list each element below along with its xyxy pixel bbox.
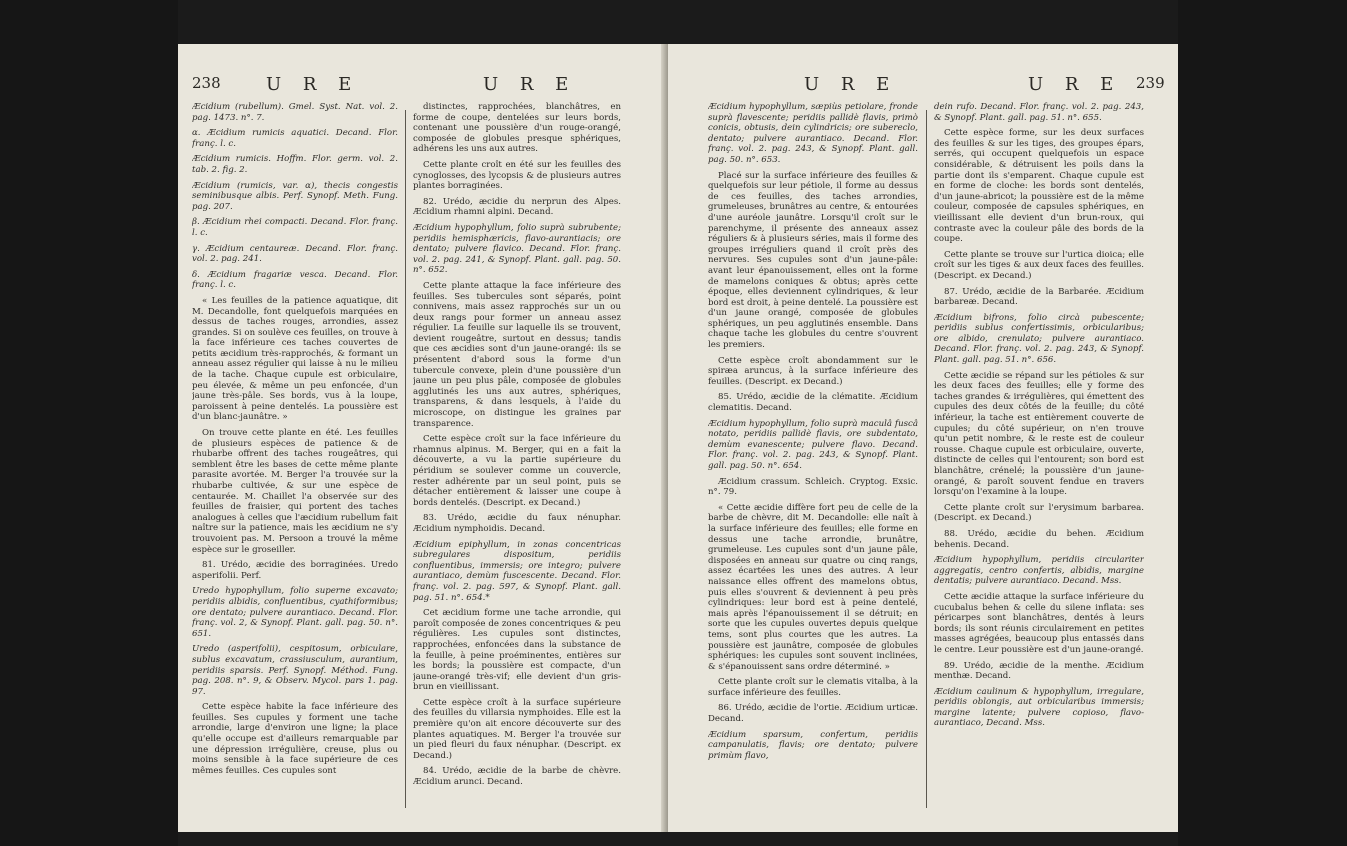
- text-column-1: [708, 102, 918, 814]
- left-page: [178, 44, 667, 832]
- paragraph: Cette espèce habite la face inférieure des feuilles. Ses cupules y forment une tache arrondie, large d'environ une ligne; la place qu'elle occupe est d'ailleurs remarquable par une dépression irrégulière, creuse, plus ou moins sensible à la face supérieure de ces mêmes feuilles. Ces cupules sont: [192, 702, 398, 776]
- paragraph: Æcidium epiphyllum, in zonas concentricas subregulares dispositum, peridiis confluentibus, immersis; ore integro; pulvere aurantiaco, demùm fuscescente. Decand. Flor. franç. vol. 2. pag. 597, & Synopf. Plant. gall. pag. 51. n°. 654.*: [413, 539, 621, 603]
- paragraph: 81. Urédo, æcidie des borraginées. Uredo asperifolii. Perf.: [192, 560, 398, 581]
- page-number-right: 239: [1136, 74, 1165, 92]
- paragraph: Cet æcidium forme une tache arrondie, qui paroît composée de zones concentriques & peu régulières. Les cupules sont distinctes, rapprochées, enfoncées dans la substance de la feuille, à peine proéminentes, entières sur les bords; la poussière est compacte, d'un jaune-orangé très-vif; elle devient d'un gris-brun en vieillissant.: [413, 608, 621, 693]
- paragraph: « Les feuilles de la patience aquatique, dit M. Decandolle, font quelquefois marquées en dessus de taches rouges, arrondies, assez grandes. Si on soulève ces feuilles, on trouve à la face inférieure ces taches couvertes de petits æcidium très-rapprochés, & formant un anneau assez régulier qui laisse à nu le milieu de la tache. Chaque cupule est orbiculaire, peu élevée, & même un peu enfoncée, d'un jaune très-pâle. Ses bords, vus à la loupe, paroissent à peine dentelés. La poussière est d'un blanc-jaunâtre. »: [192, 295, 398, 423]
- paragraph: Æcidium rumicis. Hoffm. Flor. germ. vol. 2. tab. 2. fig. 2.: [192, 154, 398, 175]
- paragraph: Uredo (asperifolii), cespitosum, orbiculare, sublus excavatum, crassiusculum, aurantium, peridiis sparsis. Perf. Synopf. Méthod. Fung. pag. 208. n°. 9, & Observ. Mycol. pars 1. pag. 97.: [192, 644, 398, 697]
- running-head: U R E: [483, 74, 577, 95]
- paragraph: Æcidium hypophyllum, sæpiùs petiolare, fronde suprà flavescente; peridiis pallidè flavis, primò conicis, obtusis, dein cylindricis; ore subereclo, dentato; pulvere aurantiaco. Decand. Flor. franç. vol. 2. pag. 243, & Synopf. Plant. gall. pag. 50. n°. 653.: [708, 102, 918, 165]
- paragraph: 88. Urédo, æcidie du behen. Æcidium behenis. Decand.: [934, 528, 1144, 550]
- text-column-1: [192, 102, 398, 814]
- paragraph: Æcidium crassum. Schleich. Cryptog. Exsic. n°. 79.: [708, 476, 918, 498]
- background-left: [0, 0, 178, 846]
- paragraph: Cette espèce forme, sur les deux surfaces des feuilles & sur les tiges, des groupes épars, serrés, qui occupent quelquefois un espace considérable, & détruisent les poils dans la partie dont ils s'emparent. Chaque cupule est en forme de cloche: les bords sont dentelés, d'un jaune-abricot; la poussière est de la même couleur, composée de capsules sphériques, en vieillissant elle devient d'un brun-roux, qui contraste avec la couleur pâle des bords de la coupe.: [934, 128, 1144, 245]
- paragraph: 84. Urédo, æcidie de la barbe de chèvre. Æcidium arunci. Decand.: [413, 766, 621, 788]
- running-head: U R E: [804, 74, 898, 95]
- book-spread: [178, 44, 1178, 832]
- paragraph: On trouve cette plante en été. Les feuilles de plusieurs espèces de patience & de rhubarbe offrent des taches rougeâtres, qui semblent être les bases de cette même plante parasite avortée. M. Berger l'a trouvée sur la rhubarbe cultivée, & sur une espèce de centaurée. M. Chaillet l'a observée sur des feuilles de fraisier, qui portent des taches analogues à celles que l'æcidium rubellum fait naître sur la patience, mais les æcidium ne s'y trouvoient pas. M. Persoon a trouvé la même espèce sur le groseiller.: [192, 428, 398, 555]
- paragraph: Æcidium (rubellum). Gmel. Syst. Nat. vol. 2. pag. 1473. n°. 7.: [192, 102, 398, 123]
- paragraph: Cette æcidie attaque la surface inférieure du cucubalus behen & celle du silene inflata: ses péricarpes sont blanchâtres, dentés à leurs bords; ils sont réunis circulairement en petites masses agrégées, beaucoup plus entassés dans le centre. Leur poussière est d'un jaune-orangé.: [934, 591, 1144, 655]
- paragraph: 89. Urédo, æcidie de la menthe. Æcidium menthæ. Decand.: [934, 660, 1144, 682]
- running-head: U R E: [1028, 74, 1122, 95]
- text-column-2: [934, 102, 1144, 814]
- paragraph: Cette plante croît sur l'erysimum barbarea. (Descript. ex Decand.): [934, 502, 1144, 524]
- paragraph: Æcidium sparsum, confertum, peridiis campanulatis, flavis; ore dentato; pulvere primùm flavo,: [708, 729, 918, 761]
- paragraph: Æcidium caulinum & hypophyllum, irregulare, peridiis oblongis, aut orbicularibus immersis; margine latente; pulvere copioso, flavo-aurantiaco, Decand. Mss.: [934, 686, 1144, 729]
- paragraph: α. Æcidium rumicis aquatici. Decand. Flor. franç. l. c.: [192, 128, 398, 149]
- paragraph: 86. Urédo, æcidie de l'ortie. Æcidium urticæ. Decand.: [708, 703, 918, 725]
- paragraph: 87. Urédo, æcidie de la Barbarée. Æcidium barbareæ. Decand.: [934, 286, 1144, 308]
- paragraph: Æcidium hypophyllum, peridiis circulariter aggregatis, centro confertis, albidis, margine dentatis; pulvere aurantiaco. Decand. Mss.: [934, 555, 1144, 587]
- paragraph: Æcidium (rumicis, var. α), thecis congestis seminibusque albis. Perf. Synopf. Meth. Fung. pag. 207.: [192, 180, 398, 212]
- paragraph: Æcidium hypophyllum, folio suprà maculâ fuscâ notato, peridiis pallidè flavis, ore subdentato, demùm evanescente; pulvere flavo. Decand. Flor. franç. vol. 2. pag. 243, & Synopf. Plant. gall. pag. 50. n°. 654.: [708, 418, 918, 471]
- paragraph: Cette plante se trouve sur l'urtica dioica; elle croît sur les tiges & aux deux faces des feuilles. (Descript. ex Decand.): [934, 249, 1144, 281]
- paragraph: Cette æcidie se répand sur les pétioles & sur les deux faces des feuilles; elle y forme des taches grandes & irrégulières, qui émettent des cupules des deux côtés de la feuille; du côté inférieur, la tache est entièrement couverte de cupules; du côté supérieur, on n'en trouve qu'un petit nombre, & le reste est de couleur rousse. Chaque cupule est orbiculaire, ouverte, distincte de celles qui l'entourent; son bord est blanchâtre, crénelé; la poussière d'un jaune-orangé, & paroît souvent fendue en travers lorsqu'on l'examine à la loupe.: [934, 370, 1144, 498]
- paragraph: δ. Æcidium fragariæ vesca. Decand. Flor. franç. l. c.: [192, 269, 398, 291]
- paragraph: dein rufo. Decand. Flor. franç. vol. 2. pag. 243, & Synopf. Plant. gall. pag. 51. n°. 655.: [934, 102, 1144, 123]
- paragraph: Cette plante croît sur le clematis vitalba, à la surface inférieure des feuilles.: [708, 677, 918, 698]
- right-page: [668, 44, 1178, 832]
- paragraph: β. Æcidium rhei compacti. Decand. Flor. franç. l. c.: [192, 217, 398, 238]
- paragraph: γ. Æcidium centaureæ. Decand. Flor. franç. vol. 2. pag. 241.: [192, 243, 398, 265]
- text-column-2: [413, 102, 621, 814]
- background-right: [1178, 0, 1347, 846]
- paragraph: Cette plante croît en été sur les feuilles des cynoglosses, des lycopsis & de plusieurs autres plantes borraginées.: [413, 159, 621, 192]
- paragraph: 82. Urédo, æcidie du nerprun des Alpes. Æcidium rhamni alpini. Decand.: [413, 196, 621, 218]
- paragraph: distinctes, rapprochées, blanchâtres, en forme de coupe, dentelées sur leurs bords, contenant une poussière d'un rouge-orangé, composée de globules presque sphériques, adhérens les uns aux autres.: [413, 102, 621, 155]
- page-number-left: 238: [192, 74, 221, 92]
- paragraph: Cette plante attaque la face inférieure des feuilles. Ses tubercules sont séparés, point connivens, mais assez rapprochés sur un ou deux rangs pour former un anneau assez régulier. La feuille sur laquelle ils se trouvent, devient rougeâtre, surtout en dessus; tandis que ces æcidies sont d'un jaune-orangé: ils se présentent d'abord sous la forme d'un tubercule convexe, plein d'une poussière d'un jaune un peu plus pâle, composée de globules agglutinés les uns aux autres, sphériques, transparens, & dans lesquels, à l'aide du microscope, on distingue les graines par transparence.: [413, 280, 621, 429]
- column-rule: [926, 110, 927, 808]
- paragraph: 85. Urédo, æcidie de la clématite. Æcidium clematitis. Decand.: [708, 392, 918, 414]
- running-head: U R E: [266, 74, 360, 95]
- paragraph: Placé sur la surface inférieure des feuilles & quelquefois sur leur pétiole, il forme au dessus de ces feuilles, des taches arrondies, grumeleuses, brunâtres au centre, & entourées d'une auréole jaunâtre. Lorsqu'il croît sur le parenchyme, il présente des anneaux assez réguliers & à plusieurs séries, mais il forme des groupes irréguliers quand il croît près des nervures. Ses cupules sont d'un jaune-pâle: avant leur épanouissement, elles ont la forme de mamelons coniques & obtus; après cette époque, elles deviennent cylindriques, & leur bord est droit, à peine dentelé. La poussière est d'un jaune orangé, composée de globules sphériques, un peu agglutinés ensemble. Dans chaque tache les globules du centre s'ouvrent les premiers.: [708, 170, 918, 351]
- paragraph: Æcidium bifrons, folio circà pubescente; peridiis sublus confertissimis, orbicularibus; ore albido, crenulato; pulvere aurantiaco. Decand. Flor. franç. vol. 2. pag. 243, & Synopf. Plant. gall. pag. 51. n°. 656.: [934, 312, 1144, 366]
- paragraph: Cette espèce croît abondamment sur le spiræa aruncus, à la surface inférieure des feuilles. (Descript. ex Decand.): [708, 355, 918, 387]
- paragraph: Uredo hypophyllum, folio superne excavato; peridiis albidis, confluentibus, cyathiformibus; ore dentato; pulvere aurantiaco. Decand. Flor. franç. vol. 2, & Synopf. Plant. gall. pag. 50. n°. 651.: [192, 586, 398, 639]
- paragraph: Cette espèce croît sur la face inférieure du rhamnus alpinus. M. Berger, qui en a fait la découverte, a vu la partie supérieure du péridium se soulever comme un couvercle, rester adhérente par un seul point, puis se détacher entièrement & laisser une coupe à bords dentelés. (Descript. ex Decand.): [413, 434, 621, 508]
- paragraph: Cette espèce croît à la surface supérieure des feuilles du villarsia nymphoides. Elle est la première qu'on ait encore découverte sur des plantes aquatiques. M. Berger l'a trouvée sur un pied fleuri du faux nénuphar. (Descript. ex Decand.): [413, 697, 621, 761]
- column-rule: [405, 110, 406, 808]
- paragraph: 83. Urédo, æcidie du faux nénuphar. Æcidium nymphoidis. Decand.: [413, 513, 621, 534]
- paragraph: « Cette æcidie diffère fort peu de celle de la barbe de chèvre, dit M. Decandolle: elle naît à la surface inférieure des feuilles; elle forme en dessus une tache arrondie, brunâtre, grumeleuse. Les cupules sont d'un jaune pâle, disposées en anneau sur quatre ou cinq rangs, assez écartées les unes des autres. A leur naissance elles offrent des mamelons obtus, puis elles s'ouvrent & deviennent à peu près cylindriques: leur bord est à peine dentelé, mais après l'épanouissement il se détruit; en sorte que les cupules ouvertes depuis quelque tems, sont plus courtes que les autres. La poussière est jaunâtre, composée de globules sphériques: les cupules sont souvent inclinées, & s'épanouissent sans ordre déterminé. »: [708, 502, 918, 672]
- paragraph: Æcidium hypophyllum, folio suprà subrubente; peridiis hemisphæricis, flavo-aurantiacis; ore dentato; pulvere flavico. Decand. Flor. franç. vol. 2. pag. 241, & Synopf. Plant. gall. pag. 50. n°. 652.: [413, 222, 621, 276]
